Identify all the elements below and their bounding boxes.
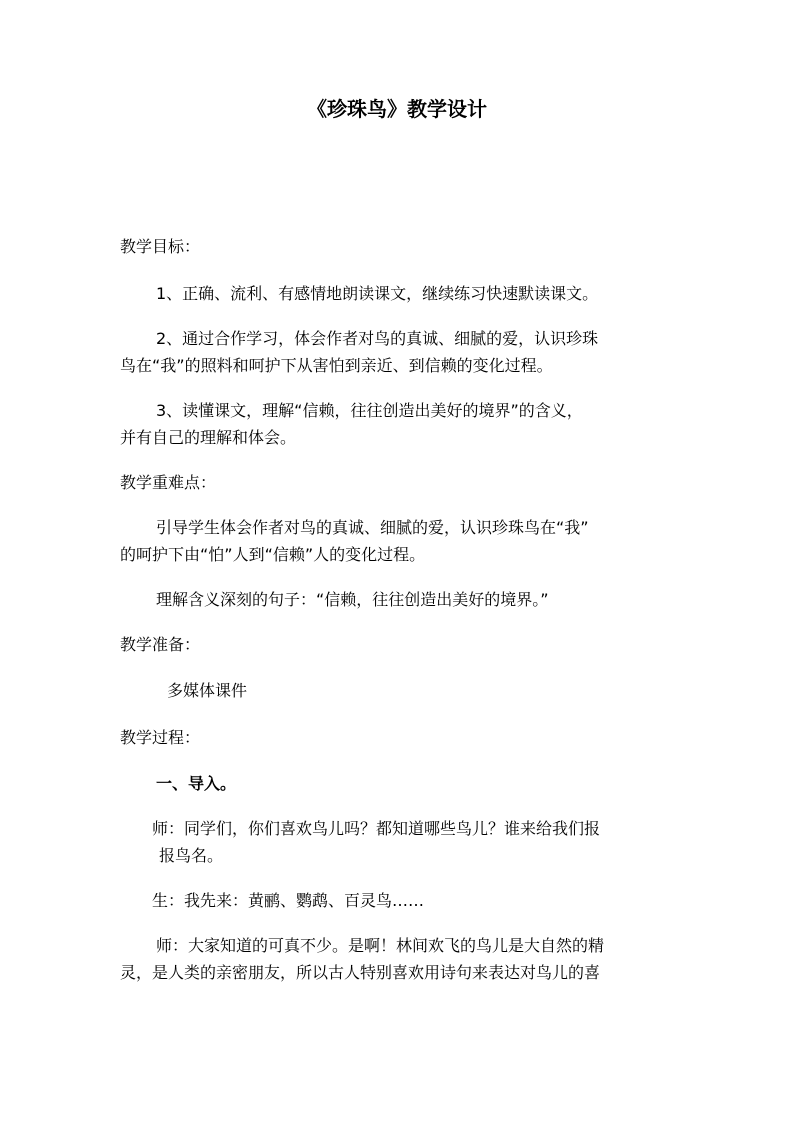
objective-2-line-1: 2、通过合作学习，体会作者对鸟的真诚、细腻的爱，认识珍珠: [156, 329, 599, 348]
objectives-heading: 教学目标：: [120, 237, 201, 256]
teacher-line-2-continued: 灵，是人类的亲密朋友，所以古人特别喜欢用诗句来表达对鸟儿的喜: [120, 963, 601, 982]
section-1-heading: 一、导入。: [156, 774, 237, 793]
objective-3-line-2: 并有自己的理解和体会。: [120, 428, 297, 447]
key-points-heading: 教学重难点：: [120, 473, 217, 492]
key-point-1-line-2: 的呵护下由“怕”人到“信赖”人的变化过程。: [120, 545, 426, 564]
key-point-2: 理解含义深刻的句子：“信赖，往往创造出美好的境界。”: [156, 590, 549, 609]
objective-2-line-2: 鸟在“我”的照料和呵护下从害怕到亲近、到信赖的变化过程。: [120, 356, 553, 375]
student-line-1: 生：我先来：黄鹂、鹦鹉、百灵鸟……: [152, 891, 425, 910]
objective-1: 1、正确、流利、有感情地朗读课文，继续练习快速默读课文。: [156, 284, 599, 303]
teacher-line-1-continued: 报鸟名。: [159, 846, 224, 865]
key-point-1-line-1: 引导学生体会作者对鸟的真诚、细腻的爱，认识珍珠鸟在“我”: [156, 518, 589, 537]
document-title: 《珍珠鸟》教学设计: [307, 97, 487, 121]
preparation-heading: 教学准备：: [120, 635, 201, 654]
teacher-line-1: 师：同学们，你们喜欢鸟儿吗？都知道哪些鸟儿？谁来给我们报: [152, 819, 601, 838]
preparation-item: 多媒体课件: [167, 681, 248, 700]
objective-3-line-1: 3、读懂课文，理解“信赖，往往创造出美好的境界”的含义，: [156, 401, 583, 420]
process-heading: 教学过程：: [120, 728, 201, 747]
teacher-line-2: 师：大家知道的可真不少。是啊！林间欢飞的鸟儿是大自然的精: [156, 936, 605, 955]
